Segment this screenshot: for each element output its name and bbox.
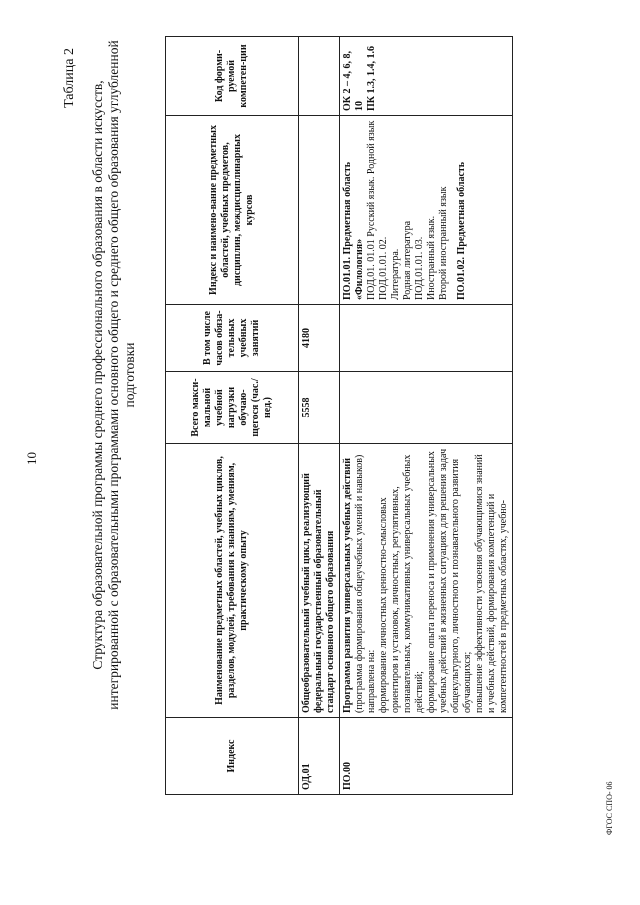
header-index: Индекс bbox=[166, 718, 299, 795]
title-line-3: подготовки bbox=[122, 342, 137, 408]
subject-line: Родная литература bbox=[402, 220, 413, 300]
header-mandatory-hours: В том числе часов обяза-тельных учебных занятий bbox=[166, 305, 299, 372]
competence-ok: ОК 2 – 4, 6, 8, 10 bbox=[342, 50, 365, 111]
row2-name-title: Программа развития универсальных учебных действий bbox=[342, 457, 353, 713]
structure-table bbox=[165, 36, 513, 795]
row2-subjects bbox=[340, 116, 513, 305]
table-header-row bbox=[166, 37, 299, 795]
footer-code: ФГОС СПО- 06 bbox=[605, 781, 614, 835]
row2-mandatory-hours bbox=[340, 305, 513, 372]
row2-max-load bbox=[340, 372, 513, 444]
subject-line: ПОД.01. 01.01 Русский язык. Родной язык bbox=[366, 120, 377, 300]
competence-pk: ПК 1.3, 1.4, 1.6 bbox=[366, 45, 377, 111]
title-line-2: интегрированной с образовательными программами основного общего и среднего общего образования углубленной bbox=[106, 40, 121, 710]
subject-area-heading: ПО.01.02. Предметная область bbox=[456, 161, 467, 300]
title-line-1: Структура образовательной программы среднего профессионального образования в области искусств, bbox=[90, 80, 105, 670]
subject-area-heading: ПО.01.01. Предметная область «Филология» bbox=[342, 161, 365, 300]
row1-mandatory-hours: 4180 bbox=[299, 305, 340, 372]
row2-name bbox=[340, 444, 513, 718]
row2-name-line: формирование опыта переноса и применения универсальных учебных действий в жизненных ситуациях для решения задач общекультурного, личностного и познавательного развития обучающихся; bbox=[426, 448, 473, 713]
page-number: 10 bbox=[24, 452, 39, 465]
subject-line: Литература. bbox=[390, 248, 401, 300]
row2-competence bbox=[340, 37, 513, 116]
document-title bbox=[90, 5, 138, 745]
row2-name-line: направлена на: bbox=[366, 649, 377, 713]
header-name: Наименование предметных областей, учебных циклов, разделов, модулей, требования к знаниям, умениям, практическому опыту bbox=[166, 444, 299, 718]
table-row bbox=[340, 37, 513, 795]
row1-index: ОД.01 bbox=[299, 718, 340, 795]
row2-name-line: (программа формирования общеучебных умений и навыков) bbox=[354, 454, 365, 713]
subject-line: ПОД.01.01. 03. bbox=[414, 236, 425, 300]
row1-subjects bbox=[299, 116, 340, 305]
row2-index: ПО.00 bbox=[340, 718, 513, 795]
header-subjects: Индекс и наимено-вание предметных областей, учебных предметов, дисциплин, междисциплинарных курсов bbox=[166, 116, 299, 305]
row2-name-line: повышение эффективности усвоения обучающимися знаний и учебных действий, формирования компетенций и компетентностей в предметных областях, учебно- bbox=[474, 454, 509, 713]
table-row bbox=[299, 37, 340, 795]
header-max-load: Всего макси-мальной учебной нагрузки обучаю-щегося (час./нед.) bbox=[166, 372, 299, 444]
subject-line: Второй иностранный язык bbox=[438, 186, 449, 300]
header-competence-code: Код форми-руемой компетен-ции bbox=[166, 37, 299, 116]
row2-name-line: формирование личностных ценностно-смысловых ориентиров и установок, личностных, регулятивных, познавательных, коммуникативных универсальных учебных действий; bbox=[378, 454, 425, 713]
row1-max-load: 5558 bbox=[299, 372, 340, 444]
row1-name: Общеобразовательный учебный цикл, реализующий федеральный государственный образовательный стандарт основного общего образования bbox=[299, 444, 340, 718]
subject-line: ПОД.01.01. 02. bbox=[378, 236, 389, 300]
row1-competence bbox=[299, 37, 340, 116]
table-label: Таблица 2 bbox=[62, 48, 77, 108]
subject-line: Иностранный язык. bbox=[426, 215, 437, 300]
